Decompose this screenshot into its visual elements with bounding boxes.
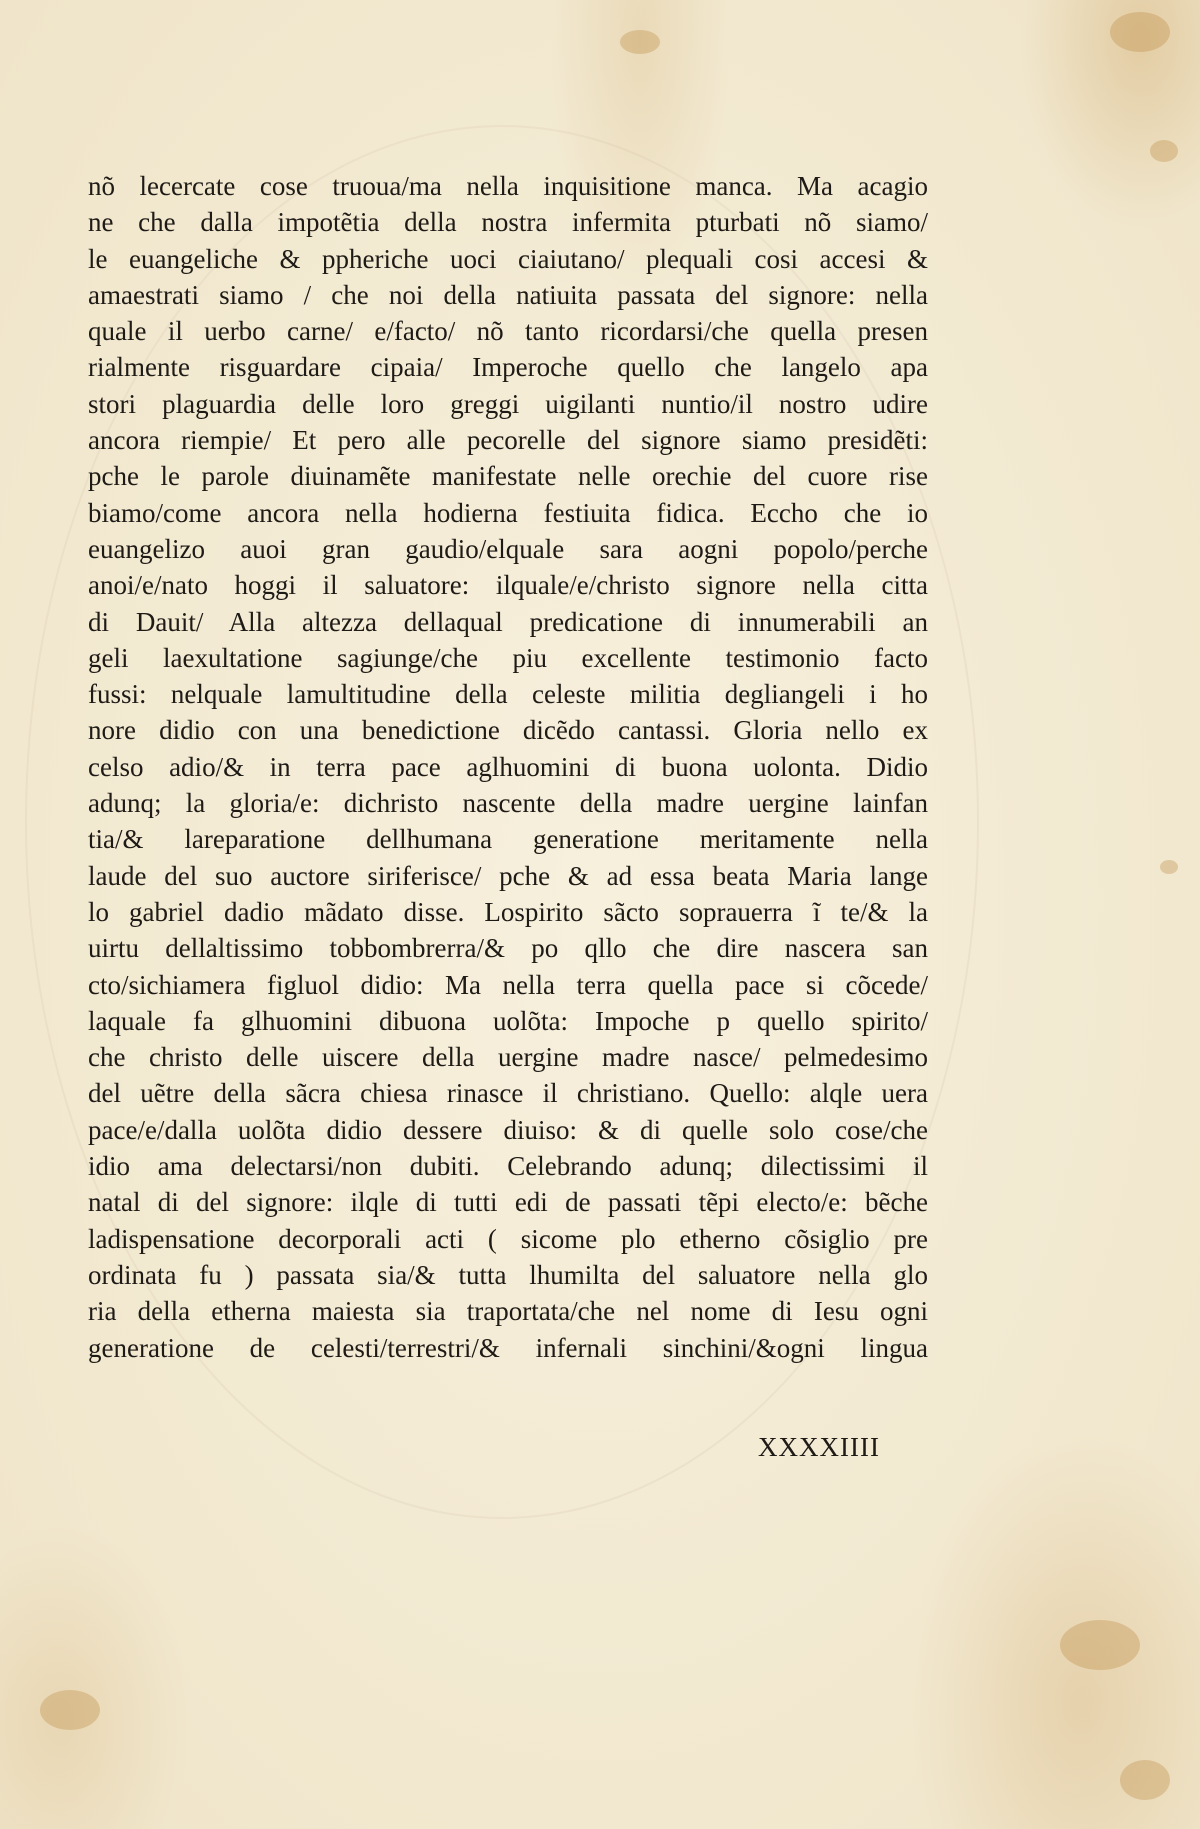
text-line: idio ama delectarsi/non dubiti. Celebrando adunq; dilectissimi il: [88, 1151, 928, 1182]
foxing-stain: [1160, 860, 1178, 874]
foxing-stain: [620, 30, 660, 54]
text-line: natal di del signore: ilqle di tutti edi de passati tẽpi electo/e: bẽche: [88, 1187, 928, 1218]
text-line: tia/& lareparatione dellhumana generatione meritamente nella: [88, 824, 928, 855]
text-line: uirtu dellaltissimo tobbombrerra/& po qllo che dire nascera san: [88, 933, 928, 964]
text-line: amaestrati siamo / che noi della natiuita passata del signore: nella: [88, 279, 928, 310]
text-line: nore didio con una benedictione dicẽdo cantassi. Gloria nello ex: [88, 715, 928, 746]
text-line: rialmente risguardare cipaia/ Imperoche quello che langelo apa: [88, 352, 928, 383]
foxing-stain: [1120, 1760, 1170, 1800]
text-line: laude del suo auctore siriferisce/ pche & ad essa beata Maria lange: [88, 860, 928, 891]
folio-number: XXXXIIII: [758, 1432, 880, 1462]
text-line: nõ lecercate cose truoua/ma nella inquisitione manca. Ma acagio: [88, 171, 928, 201]
text-line: pche le parole diuinamẽte manifestate nelle orechie del cuore rise: [88, 461, 928, 492]
text-line: ancora riempie/ Et pero alle pecorelle del signore siamo presidẽti:: [88, 425, 928, 456]
foxing-stain: [1060, 1620, 1140, 1670]
text-line: anoi/e/nato hoggi il saluatore: ilquale/e/christo signore nella citta: [88, 570, 928, 601]
text-line: stori plaguardia delle loro greggi uigilanti nuntio/il nostro udire: [88, 388, 928, 419]
text-line: ladispensatione decorporali acti ( sicome plo etherno cõsiglio pre: [88, 1223, 928, 1254]
text-line: cto/sichiamera figluol didio: Ma nella terra quella pace si cõcede/: [88, 969, 928, 1000]
text-line: le euangeliche & ppheriche uoci ciaiutano/ plequali cosi accesi &: [88, 243, 928, 274]
text-line: laquale fa glhuomini dibuona uolõta: Impoche p quello spirito/: [88, 1005, 928, 1036]
text-line: fussi: nelquale lamultitudine della celeste militia degliangeli i ho: [88, 679, 928, 710]
text-line: quale il uerbo carne/ e/facto/ nõ tanto ricordarsi/che quella presen: [88, 316, 928, 347]
text-line: euangelizo auoi gran gaudio/elquale sara aogni popolo/perche: [88, 533, 928, 564]
text-line: geli laexultatione sagiunge/che piu excellente testimonio facto: [88, 642, 928, 673]
text-line: generatione de celesti/terrestri/& infernali sinchini/&ogni lingua: [88, 1332, 928, 1363]
text-line: pace/e/dalla uolõta didio dessere diuiso: & di quelle solo cose/che: [88, 1114, 928, 1145]
foxing-stain: [1150, 140, 1178, 162]
text-line: ordinata fu ) passata sia/& tutta lhumilta del saluatore nella glo: [88, 1259, 928, 1290]
body-text: [88, 168, 928, 1366]
text-line: lo gabriel dadio mãdato disse. Lospirito sãcto soprauerra ĩ te/& la: [88, 896, 928, 927]
text-line: ne che dalla impotẽtia della nostra infermita pturbati nõ siamo/: [88, 207, 928, 238]
text-line: celso adio/& in terra pace aglhuomini di buona uolonta. Didio: [88, 751, 928, 782]
foxing-stain: [1110, 12, 1170, 52]
text-line: del uẽtre della sãcra chiesa rinasce il christiano. Quello: alqle uera: [88, 1078, 928, 1109]
text-line: di Dauit/ Alla altezza dellaqual predicatione di innumerabili an: [88, 606, 928, 637]
foxing-stain: [40, 1690, 100, 1730]
text-line: ria della etherna maiesta sia traportata/che nel nome di Iesu ogni: [88, 1296, 928, 1327]
text-line: biamo/come ancora nella hodierna festiuita fidica. Eccho che io: [88, 497, 928, 528]
text-line: adunq; la gloria/e: dichristo nascente della madre uergine lainfan: [88, 788, 928, 819]
text-line: che christo delle uiscere della uergine madre nasce/ pelmedesimo: [88, 1042, 928, 1073]
